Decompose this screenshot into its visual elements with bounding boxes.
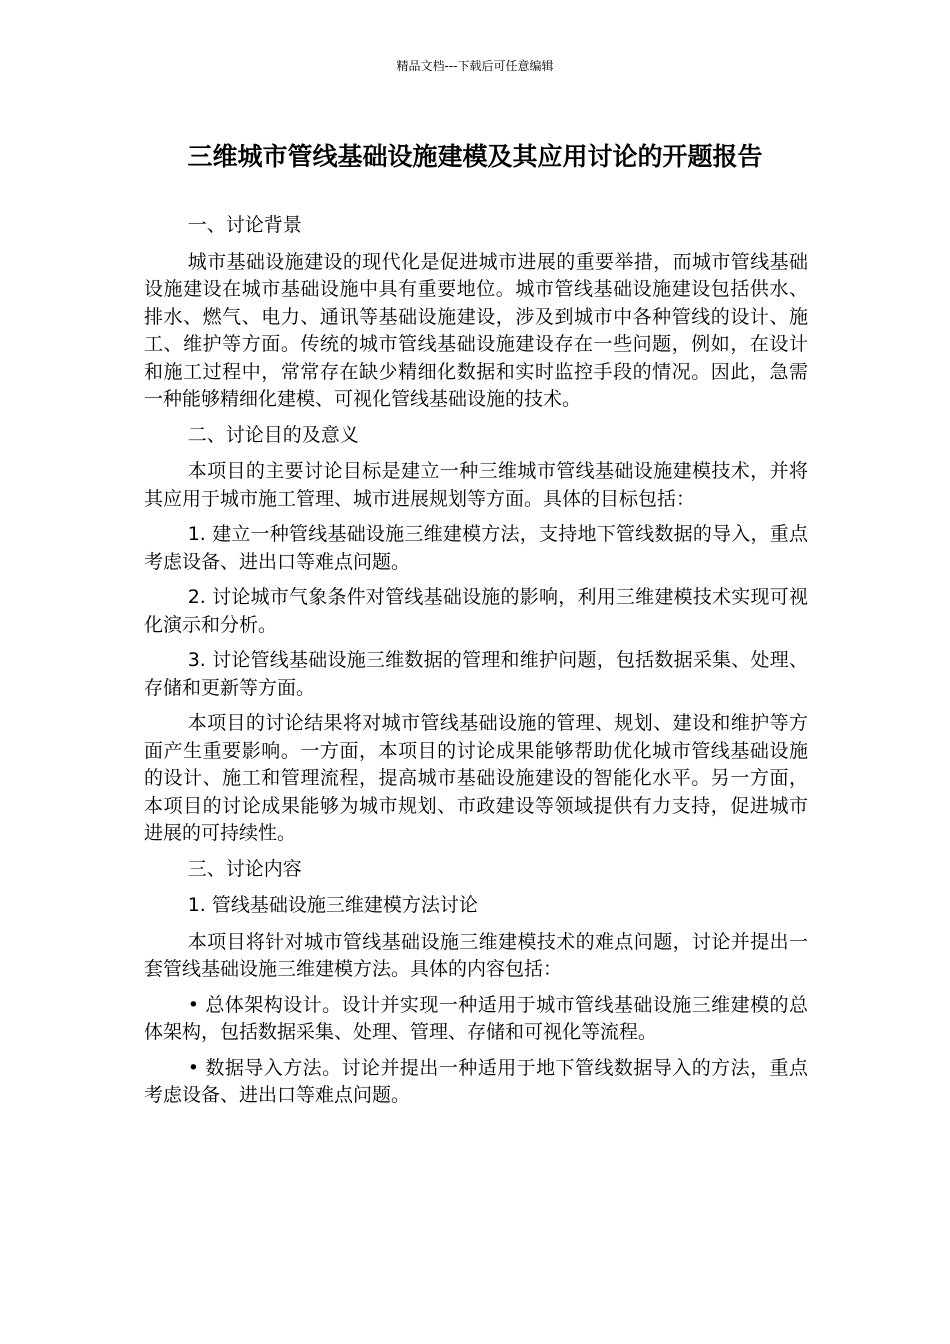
list-item-goal-1: 1. 建立一种管线基础设施三维建模方法，支持地下管线数据的导入，重点考虑设备、进出口等难点问题。: [144, 523, 808, 573]
header-note: 精品文档---下载后可任意编辑: [396, 59, 554, 73]
document-title: 三维城市管线基础设施建模及其应用讨论的开题报告: [187, 142, 763, 171]
paragraph-significance: 本项目的讨论结果将对城市管线基础设施的管理、规划、建设和维护等方面产生重要影响。一方面，本项目的讨论成果能够帮助优化城市管线基础设施的设计、施工和管理流程，提高城市基础设施建设的智能化水平。另一方面，本项目的讨论成果能够为城市规划、市政建设等领域提供有力支持，促进城市进展的可持续性。: [144, 712, 808, 844]
section-heading-background: 一、讨论背景: [187, 214, 302, 236]
list-item-architecture: • 总体架构设计。设计并实现一种适用于城市管线基础设施三维建模的总体架构，包括数据采集、处理、管理、存储和可视化等流程。: [144, 993, 808, 1043]
paragraph-modeling-intro: 本项目将针对城市管线基础设施三维建模技术的难点问题，讨论并提出一套管线基础设施三维建模方法。具体的内容包括：: [144, 930, 808, 980]
section-heading-content: 三、讨论内容: [187, 857, 302, 880]
document-body: [144, 212, 808, 1118]
subsection-heading-modeling-method: 1. 管线基础设施三维建模方法讨论: [187, 894, 478, 916]
paragraph-purpose-intro: 本项目的主要讨论目标是建立一种三维城市管线基础设施建模技术，并将其应用于城市施工管理、城市进展规划等方面。具体的目标包括：: [144, 460, 808, 510]
list-item-goal-2: 2. 讨论城市气象条件对管线基础设施的影响，利用三维建模技术实现可视化演示和分析。: [144, 586, 808, 636]
paragraph-background: 城市基础设施建设的现代化是促进城市进展的重要举措，而城市管线基础设施建设在城市基础设施中具有重要地位。城市管线基础设施建设包括供水、排水、燃气、电力、通讯等基础设施建设，涉及到城市中各种管线的设计、施工、维护等方面。传统的城市管线基础设施建设存在一些问题，例如，在设计和施工过程中，常常存在缺少精细化数据和实时监控手段的情况。因此，急需一种能够精细化建模、可视化管线基础设施的技术。: [144, 250, 808, 410]
list-item-goal-3: 3. 讨论管线基础设施三维数据的管理和维护问题，包括数据采集、处理、存储和更新等方面。: [144, 649, 808, 699]
list-item-data-import: • 数据导入方法。讨论并提出一种适用于地下管线数据导入的方法，重点考虑设备、进出口等难点问题。: [144, 1056, 808, 1106]
section-heading-purpose: 二、讨论目的及意义: [187, 423, 359, 446]
